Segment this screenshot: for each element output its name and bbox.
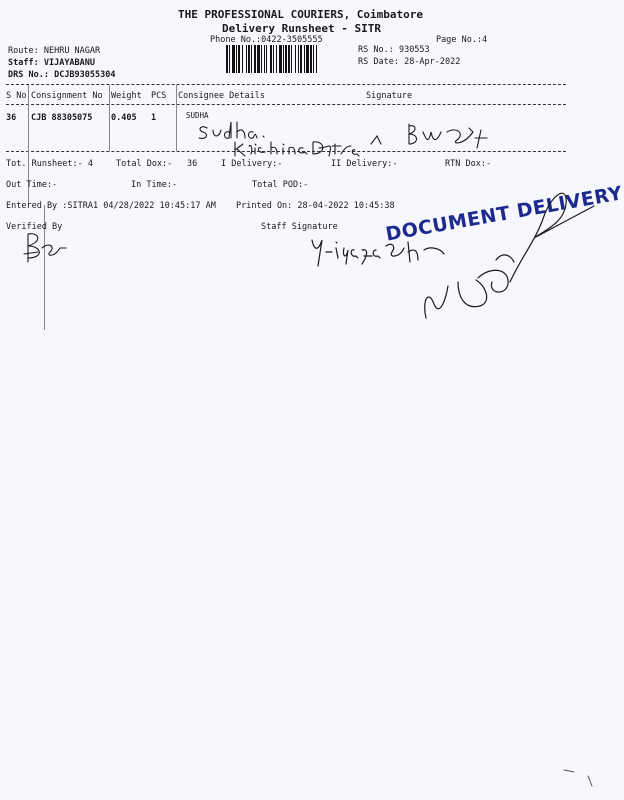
barcode-bar: [273, 45, 274, 73]
out-time: Out Time:-: [6, 180, 58, 190]
rs-date-label: RS Date:: [358, 57, 399, 67]
row-consignment-no: CJB 88305075: [31, 113, 93, 123]
entered-by: Entered By :SITRA1 04/28/2022 10:45:17 AM: [6, 201, 216, 211]
rtn-dox: RTN Dox:-: [445, 159, 492, 169]
row-consignee: SUDHA: [186, 111, 209, 120]
barcode-bar: [226, 45, 228, 73]
divider-top: [6, 84, 566, 85]
barcode-bar: [264, 45, 265, 73]
consignee-handwriting: [195, 118, 495, 162]
column-rule-consignment: [109, 85, 110, 151]
staff-row: [8, 58, 95, 68]
column-header-pcs: PCS: [151, 91, 167, 101]
column-rule-pcs: [176, 85, 177, 151]
barcode-bar: [304, 45, 305, 73]
rs-no-value: 930553: [398, 45, 430, 55]
barcode-bar: [316, 45, 317, 73]
barcode-bar: [242, 45, 243, 73]
barcode-bar: [276, 45, 277, 73]
barcode-bar: [300, 45, 302, 73]
row-weight: 0.405: [111, 113, 137, 123]
staff-label: Staff:: [8, 58, 39, 68]
barcode-bar: [283, 45, 284, 73]
delivery-handwritten-mark: [418, 186, 600, 326]
route-row: [8, 46, 100, 56]
document-delivery-stamp: DOCUMENT DELIVERY: [384, 182, 624, 246]
column-header-weight: Weight: [111, 91, 142, 101]
barcode-bar: [310, 45, 312, 73]
barcode: [226, 45, 356, 73]
barcode-bar: [254, 45, 256, 73]
divider-header: [6, 104, 566, 105]
in-time: In Time:-: [131, 180, 178, 190]
printed-on: Printed On: 28-04-2022 10:45:38: [236, 201, 395, 211]
i-delivery: I Delivery:-: [221, 159, 283, 169]
rs-no-row: [358, 45, 430, 55]
barcode-bar: [229, 45, 230, 73]
route-value: NEHRU NAGAR: [43, 46, 101, 56]
barcode-bar: [238, 45, 240, 73]
barcode-bar: [279, 45, 282, 73]
barcode-bar: [298, 45, 299, 73]
page-number: Page No.:4: [436, 35, 488, 45]
barcode-bar: [248, 45, 250, 73]
column-header-consignee: Consignee Details: [178, 91, 265, 101]
column-header-consignment: Consignment No: [31, 91, 103, 101]
barcode-bar: [285, 45, 287, 73]
total-dox-value: 36: [187, 159, 198, 169]
barcode-bar: [266, 45, 267, 73]
barcode-bar: [261, 45, 262, 73]
column-header-sno: S No: [6, 91, 27, 101]
barcode-bar: [295, 45, 296, 73]
company-title: THE PROFESSIONAL COURIERS, Coimbatore: [178, 8, 424, 21]
verified-by-label: Verified By: [6, 222, 63, 232]
barcode-bar: [306, 45, 309, 73]
ii-delivery: II Delivery:-: [331, 159, 398, 169]
column-header-signature: Signature: [366, 91, 413, 101]
barcode-bar: [288, 45, 290, 73]
barcode-bar: [251, 45, 252, 73]
staff-value: VIJAYABANU: [43, 58, 96, 68]
total-pod: Total POD:-: [252, 180, 309, 190]
barcode-bar: [246, 45, 247, 73]
drs-row: [8, 70, 116, 80]
phone-number: Phone No.:0422-3505555: [210, 35, 323, 45]
row-pcs: 1: [151, 113, 157, 123]
barcode-bar: [257, 45, 260, 73]
barcode-bar: [270, 45, 272, 73]
barcode-bar: [291, 45, 292, 73]
row-sno: 36: [6, 113, 17, 123]
rs-no-label: RS No.:: [358, 45, 394, 55]
drs-label: DRS No.:: [8, 70, 49, 80]
barcode-bar: [236, 45, 237, 73]
stray-mark: [560, 760, 600, 800]
barcode-bar: [313, 45, 314, 73]
route-label: Route:: [8, 46, 39, 56]
staff-signature-label: Staff Signature: [261, 222, 338, 232]
drs-value: DCJB93055304: [54, 70, 116, 80]
verifier-signature: [20, 228, 80, 268]
rs-date-value: 28-Apr-2022: [404, 57, 461, 67]
document-title: Delivery Runsheet - SITR: [222, 22, 381, 35]
rs-date-row: [358, 57, 460, 67]
total-dox-label: Total Dox:-: [116, 159, 173, 169]
barcode-bar: [232, 45, 235, 73]
total-runsheet: Tot. Runsheet:- 4: [6, 159, 93, 169]
